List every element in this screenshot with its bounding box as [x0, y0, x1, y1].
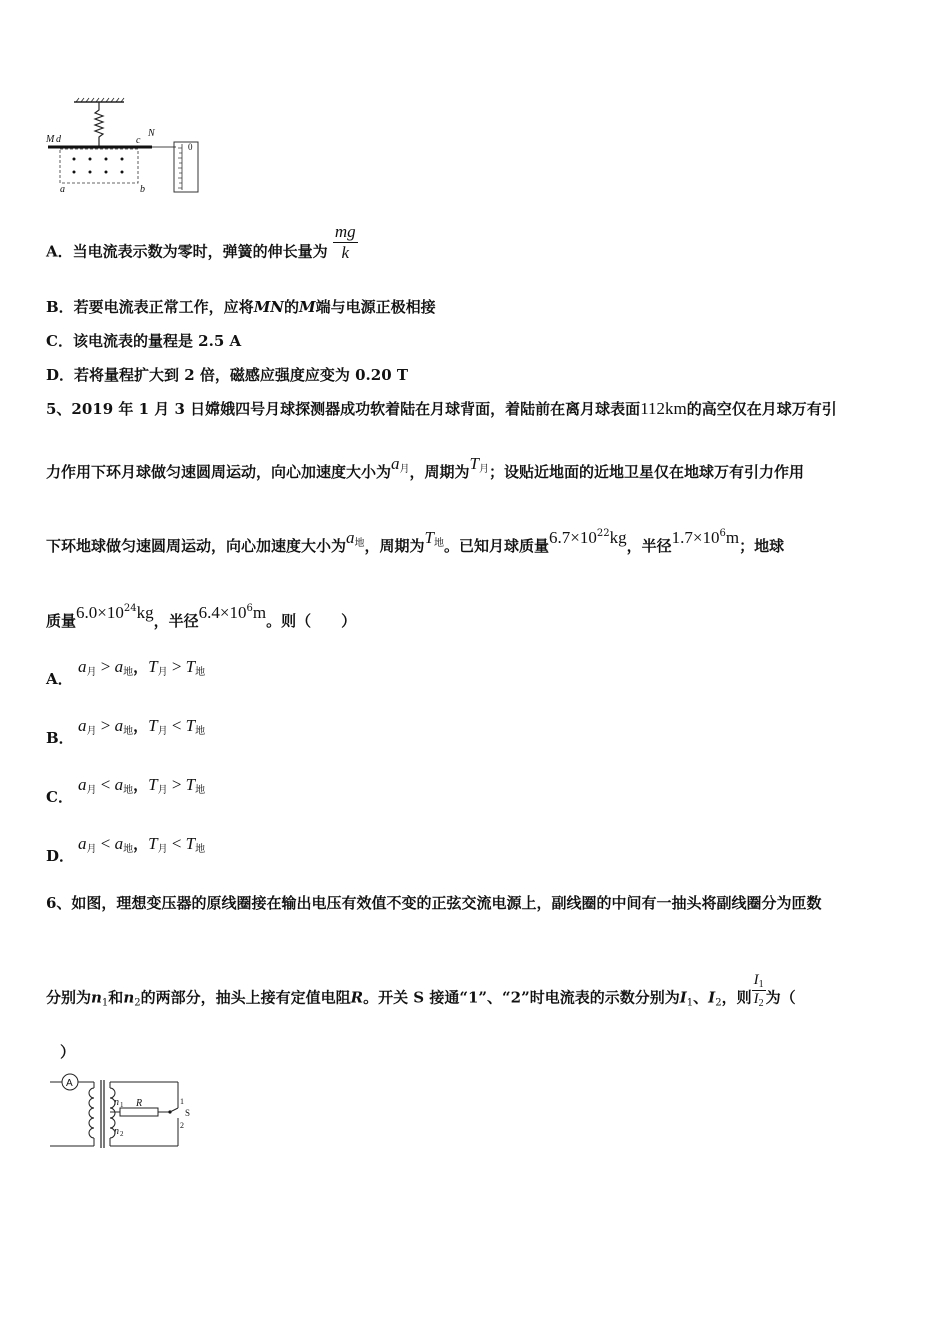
- label-terminal-1: 1: [180, 1097, 184, 1106]
- figure-transformer-circuit: [46, 1068, 206, 1154]
- label-terminal-2: 2: [180, 1121, 184, 1130]
- label-R: R: [136, 1098, 143, 1109]
- q5-line-4: 质量$6.0\times 10^{24}kg$，半径$6.4\times 10^6m$。则（ ）: [46, 603, 357, 630]
- q6-line-3: ）: [60, 1043, 76, 1061]
- label-a: a: [60, 184, 65, 195]
- label-switch-S: S: [185, 1108, 191, 1118]
- q4-option-b: B．若要电流表正常工作，应将MN的M端与电源正极相接: [46, 298, 436, 316]
- fraction-mg-over-k: $\frac{mg}{k}$: [334, 222, 356, 262]
- figure-spring-rod: [44, 96, 204, 200]
- label-N: N: [148, 128, 155, 139]
- label-n-sub1: 1: [120, 1101, 124, 1109]
- q6-line-2: 分别为$n_1$和$n_2$的两部分，抽头上接有定值电阻R。开关 S 接通“1”、“2”时电流表的示数分别为$I_1$、$I_2$，则 $\frac{I_1}{I_2}$ 为（: [46, 972, 796, 1009]
- q5-line-1: 5、2019 年 1 月 3 日嫦娥四号月球探测器成功软着陆在月球背面，着陆前在离月球表面112km的高空仅在月球万有引: [46, 399, 837, 418]
- scale-zero-label: 0: [188, 142, 193, 152]
- label-b: b: [140, 184, 145, 195]
- label-c: c: [136, 135, 141, 146]
- label-n-sub2: 2: [120, 1130, 124, 1138]
- q6-line-1: 6、如图，理想变压器的原线圈接在输出电压有效值不变的正弦交流电源上，副线圈的中间有一抽头将副线圈分为匝数: [46, 894, 822, 912]
- q5-option-b: B． $a_月 > a_地$，$T_月 < T_地$: [46, 716, 206, 747]
- label-n: n: [114, 1097, 119, 1108]
- ammeter-label: A: [66, 1078, 73, 1089]
- q4-option-d: D．若将量程扩大到 2 倍，磁感应强度应变为 0.20 T: [46, 366, 409, 384]
- q4-option-a: A．当电流表示数为零时，弹簧的伸长量为 $\frac{mg}{k}$: [46, 222, 356, 262]
- q4-option-c: C．该电流表的量程是 2.5 A: [46, 332, 242, 350]
- fraction-i1-over-i2: $\frac{I_1}{I_2}$: [753, 972, 764, 1009]
- label-n2: n: [114, 1126, 119, 1137]
- q5-option-a: A． $a_月 > a_地$，$T_月 > T_地$: [46, 657, 206, 688]
- resistor-icon: [120, 1108, 158, 1116]
- q5-option-d: D． $a_月 < a_地$，$T_月 < T_地$: [46, 834, 206, 865]
- q5-line-3: 下环地球做匀速圆周运动，向心加速度大小为$a^地$，周期为$T^地$。已知月球质量$6.7\times 10^{22}kg$，半径$1.7\times 10^6m$；地球: [46, 528, 785, 555]
- q5-option-c: C． $a_月 < a_地$，$T_月 > T_地$: [46, 775, 206, 806]
- label-M: M: [46, 134, 55, 145]
- label-d: d: [56, 134, 61, 145]
- q5-line-2: 力作用下环月球做匀速圆周运动，向心加速度大小为$a^月$，周期为$T^月$；设贴近地面的近地卫星仅在地球万有引力作用: [46, 454, 805, 481]
